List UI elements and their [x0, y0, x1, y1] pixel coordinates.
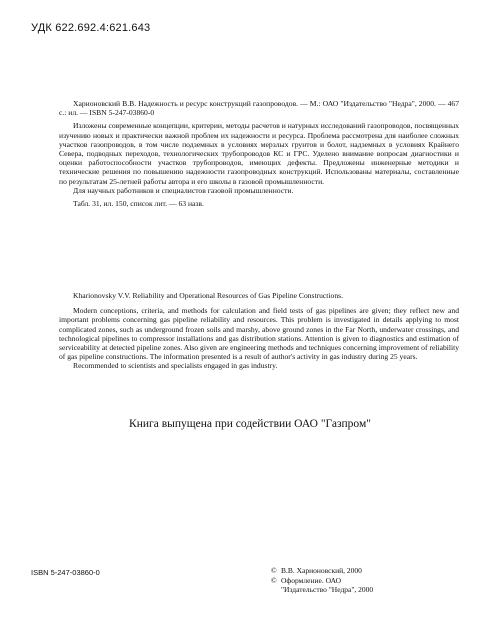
- isbn: ISBN 5-247-03860-0: [31, 568, 100, 577]
- copyright-icon: ©: [271, 566, 277, 575]
- russian-tables-count: Табл. 31, ил. 150, список лит. — 63 назв.: [73, 199, 204, 209]
- russian-abstract: Изложены современные концепции, критерии, методы расчетов и натурных исследований газопроводов, посвященных изучению новых и практически важной проблем их надежности и ресурса. Проблема рассмотрена для наиболее сложных участков газопроводов, в том числе подземных в условиях мерзлых грунтов и болот, надземных в условиях Крайнего Севера, подводных переходов, технологических трубопроводов КС и ГРС. Уделено внимание вопросам диагностики и оценки работоспособности участков трубопроводов, имеющих дефекты. Предложены инженерные методики и технические решения по повышению надежности газопроводных конструкций. Использованы материалы, составленные по результатам 25-летней работы автора и его школы в газовой промышленности.: [59, 121, 459, 186]
- english-audience: Recommended to scientists and specialists engaged in gas industry.: [73, 361, 278, 371]
- english-abstract: Modern conceptions, criteria, and methods for calculation and field tests of gas pipelines are given; they reflect new and important problems concerning gas pipeline reliability and resources. This problem is investigated in details applying to most complicated zones, such as underground frozen soils and marshy, above ground zones in the Far North, underwater crossings, and technological pipelines to compressor installations and gas distribution stations. Attention is given to diagnostics and estimation of serviceability at detected pipeline zones. Also given are engineering methods and techniques concerning improvement of reliability of gas pipeline constructions. The information presented is a result of author's activity in gas industry during 25 years.: [59, 306, 459, 362]
- english-bibliographic-entry: Kharionovsky V.V. Reliability and Operational Resources of Gas Pipeline Constructions.: [73, 291, 343, 300]
- copyright-publisher-line: [271, 585, 471, 595]
- copyright-author-line: [271, 566, 471, 576]
- copyright-publisher: "Издательство "Недра", 2000: [281, 585, 374, 594]
- copyright-design: Оформление. ОАО: [281, 575, 342, 585]
- english-annotation: [59, 291, 459, 371]
- copyright-block: [271, 566, 471, 595]
- udk-code: УДК 622.692.4:621.643: [31, 22, 151, 34]
- copyright-author: В.В. Харионовский, 2000: [281, 566, 362, 575]
- russian-bibliographic-entry: Харионовский В.В. Надежность и ресурс конструкций газопроводов. — М.: ОАО "Издательство "Недра", 2000. — 467 с.: ил. — ISBN 5-247-03860-0: [59, 99, 459, 118]
- support-note: Книга выпущена при содействии ОАО "Газпром": [129, 418, 371, 430]
- copyright-icon: ©: [271, 575, 277, 585]
- copyright-design-line: [271, 576, 471, 586]
- russian-audience: Для научных работников и специалистов газовой промышленности.: [73, 185, 294, 195]
- russian-annotation: [59, 99, 459, 208]
